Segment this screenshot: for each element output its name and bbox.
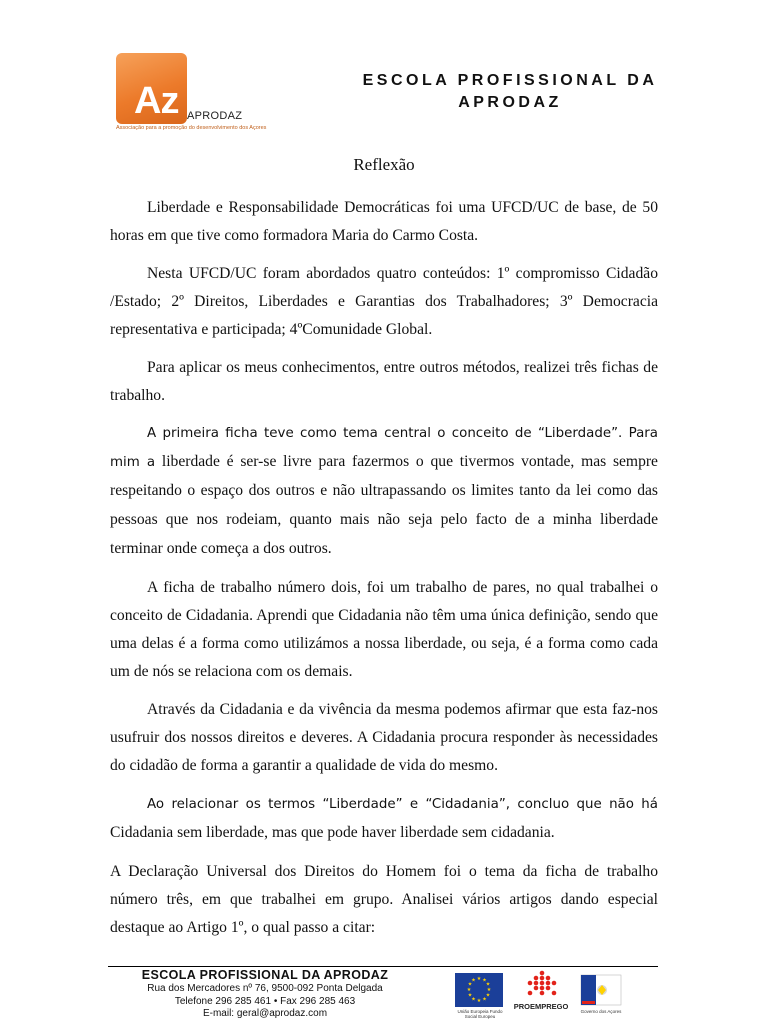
school-title-line1: ESCOLA PROFISSIONAL DA (362, 72, 658, 89)
svg-text:★: ★ (476, 998, 482, 1004)
paragraph (110, 790, 658, 848)
aprodaz-logo (116, 53, 276, 135)
footer-email: E-mail: geral@aprodaz.com (202, 1008, 328, 1019)
paragraph: Para aplicar os meus conhecimentos, entre outros métodos, realizei três fichas de trabalho. (110, 359, 658, 404)
proemprego-dots-icon (522, 970, 562, 1000)
svg-text:★: ★ (471, 977, 476, 984)
svg-text:★: ★ (466, 987, 472, 993)
school-title (320, 70, 700, 114)
svg-text:★: ★ (482, 996, 487, 1003)
document-heading: Reflexão (353, 155, 415, 174)
azores-government-logo (576, 973, 626, 1017)
footer-title: ESCOLA PROFISSIONAL DA APRODAZ (141, 968, 389, 982)
eu-flag-icon (455, 973, 503, 1007)
azores-caption: Governo dos Açores (580, 1009, 622, 1014)
paragraph: Nesta UFCD/UC foram abordados quatro conteúdos: 1º compromisso Cidadão /Estado; 2º Direitos, Liberdades e Garantias dos Trabalhadores; 3º Democracia representativa e participada; 4ºComunidade Global. (110, 265, 658, 338)
footer-divider (108, 966, 658, 967)
svg-text:★: ★ (486, 987, 492, 993)
footer (110, 968, 420, 1021)
school-title-line2: APRODAZ (458, 94, 562, 111)
svg-text:★: ★ (482, 977, 487, 984)
footer-phone: Telefone 296 285 461 • Fax 296 285 463 (174, 995, 356, 1007)
paragraph (110, 420, 658, 564)
svg-text:★: ★ (467, 981, 473, 988)
svg-text:★: ★ (471, 996, 476, 1003)
paragraph: Através da Cidadania e da vivência da mesma podemos afirmar que esta faz-nos usufruir dos nossos direitos e deveres. A Cidadania procura responder às necessidades do cidadão de forma a garantir a qualidade de vida do mesmo. (110, 701, 658, 774)
paragraph-serif-part: Cidadania sem liberdade, mas que pode haver liberdade sem cidadania. (110, 824, 555, 841)
logo-letters: Az (134, 80, 179, 122)
proemprego-logo (510, 968, 572, 1018)
logo-name: APRODAZ (187, 110, 243, 122)
eu-stars-icon (455, 973, 503, 1007)
document-body (110, 194, 658, 952)
paragraph: A ficha de trabalho número dois, foi um trabalho de pares, no qual trabalhei o conceito de Cidadania. Aprendi que Cidadania não têm uma única definição, sendo que uma delas é a forma como utilizámos a nossa liberdade, ou seja, é a forma como cada um de nós se relaciona com os demais. (110, 579, 658, 680)
paragraph: Liberdade e Responsabilidade Democráticas foi uma UFCD/UC de base, de 50 horas em que tive como formadora Maria do Carmo Costa. (110, 199, 658, 244)
footer-address: Rua dos Mercadores nº 76, 9500-092 Ponta Delgada (147, 983, 383, 994)
paragraph-sans-part: Ao relacionar os termos “Liberdade” e “Cidadania”, concluo que não há (147, 797, 658, 812)
paragraph-serif-part: liberdade é ser-se livre para fazermos o que tivermos vontade, mas sempre respeitando o espaço dos outros e não ultrapassando os limites tanto da lei como das pessoas que nos rodeiam, quanto mais não seja pelo facto de a minha liberdade terminar onde começa a dos outros. (110, 453, 658, 557)
svg-text:★: ★ (485, 981, 491, 988)
paragraph: A Declaração Universal dos Direitos do Homem foi o tema da ficha de trabalho número três, em que trabalhei em grupo. Analisei vários artigos dando especial destaque ao Artigo 1º, o qual passo a citar: (110, 863, 658, 936)
azores-flag-icon (576, 973, 626, 1009)
svg-text:★: ★ (476, 976, 482, 982)
proemprego-name: PROEMPREGO (513, 1002, 569, 1011)
svg-text:★: ★ (485, 992, 491, 999)
paragraph-sans-part: A primeira ficha teve como tema central o conceito de “Liberdade”. Para mim a (110, 426, 658, 470)
eu-caption: União Europeia Fundo Social Europeu (457, 1009, 503, 1019)
svg-text:★: ★ (467, 992, 473, 999)
logo-tagline: Associação para a promoção do desenvolvimento dos Açores (116, 125, 267, 131)
